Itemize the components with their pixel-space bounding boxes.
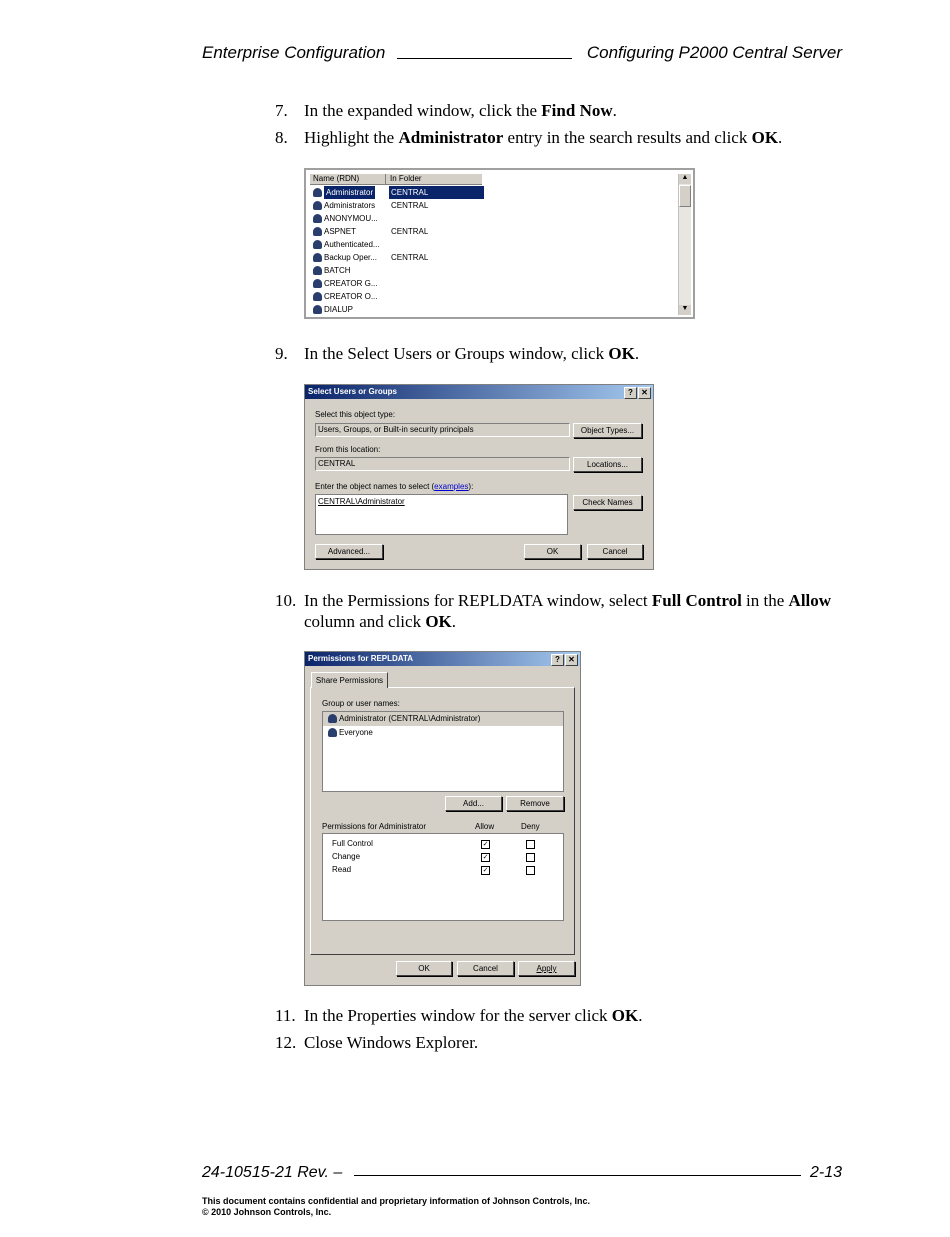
user-icon xyxy=(313,227,322,236)
name-cell: ANONYMOU... xyxy=(324,214,378,223)
scroll-thumb[interactable] xyxy=(679,185,691,207)
object-names-label: Enter the object names to select (examples): xyxy=(315,482,474,491)
object-names-input[interactable]: CENTRAL\Administrator xyxy=(315,494,568,535)
user-icon xyxy=(313,240,322,249)
user-icon xyxy=(313,279,322,288)
permissions-list xyxy=(322,833,564,921)
user-icon xyxy=(313,201,322,210)
deny-checkbox[interactable] xyxy=(526,866,535,875)
dialog-title: Permissions for REPLDATA ? ✕ xyxy=(305,652,580,666)
allow-checkbox[interactable]: ✓ xyxy=(482,841,489,848)
user-icon xyxy=(313,188,322,197)
tab-share-permissions[interactable]: Share Permissions xyxy=(311,672,388,688)
folder-cell: CENTRAL xyxy=(391,253,429,262)
deny-checkbox[interactable] xyxy=(526,853,535,862)
user-name: Administrator (CENTRAL\Administrator) xyxy=(339,714,481,723)
table-row[interactable] xyxy=(310,225,482,238)
ok-button[interactable]: OK xyxy=(396,961,452,976)
close-icon[interactable]: ✕ xyxy=(638,387,651,399)
cancel-button[interactable]: Cancel xyxy=(457,961,514,976)
step-12: 12. Close Windows Explorer. xyxy=(275,1033,479,1052)
add-button[interactable]: Add... xyxy=(445,796,502,811)
permission-name: Full Control xyxy=(332,839,373,848)
dialog-title: Select Users or Groups ? ✕ xyxy=(305,385,653,399)
allow-checkbox[interactable]: ✓ xyxy=(482,867,489,874)
user-icon xyxy=(313,305,322,314)
allow-checkbox[interactable]: ✓ xyxy=(482,854,489,861)
remove-button[interactable]: Remove xyxy=(506,796,564,811)
group-names-label: Group or user names: xyxy=(322,699,400,708)
table-row[interactable] xyxy=(310,186,482,199)
step-8: 8. Highlight the Administrator entry in the search results and click OK. xyxy=(275,128,783,147)
permission-row xyxy=(323,837,563,850)
name-cell: Administrator xyxy=(326,188,374,197)
object-types-button[interactable]: Object Types... xyxy=(573,423,642,438)
scrollbar[interactable] xyxy=(678,174,691,315)
deny-header: Deny xyxy=(521,822,540,831)
name-cell: BATCH xyxy=(324,266,351,275)
confidentiality-notice: This document contains confidential and proprietary information of Johnson Controls, Inc. © 2010 Johnson Controls, Inc. xyxy=(202,1196,591,1217)
step-9: 9. In the Select Users or Groups window, click OK. xyxy=(275,344,640,363)
name-cell: CREATOR G... xyxy=(324,279,378,288)
user-icon xyxy=(328,728,337,737)
close-icon[interactable]: ✕ xyxy=(565,654,578,666)
permissions-label: Permissions for Administrator xyxy=(322,822,427,831)
user-name: Everyone xyxy=(339,728,373,737)
location-field: CENTRAL xyxy=(315,457,570,471)
footer-rule xyxy=(354,1175,801,1176)
user-icon xyxy=(313,214,322,223)
ok-button[interactable]: OK xyxy=(524,544,581,559)
step-11: 11. In the Properties window for the server click OK. xyxy=(275,1006,643,1025)
list-item[interactable] xyxy=(323,726,563,740)
advanced-button[interactable]: Advanced... xyxy=(315,544,383,559)
cancel-button[interactable]: Cancel xyxy=(587,544,643,559)
user-icon xyxy=(313,292,322,301)
allow-header: Allow xyxy=(475,822,495,831)
name-cell: Administrators xyxy=(324,201,376,210)
folder-cell: CENTRAL xyxy=(391,227,429,236)
permission-name: Change xyxy=(332,852,361,861)
footer-page-number: 2-13 xyxy=(809,1164,842,1181)
locations-button[interactable]: Locations... xyxy=(573,457,642,472)
permission-row xyxy=(323,850,563,863)
name-cell: Authenticated... xyxy=(324,240,380,249)
table-row[interactable] xyxy=(310,277,482,290)
scroll-up-icon[interactable]: ▲ xyxy=(679,174,691,184)
table-row[interactable] xyxy=(310,199,482,212)
object-type-field: Users, Groups, or Built-in security principals xyxy=(315,423,570,437)
folder-cell: CENTRAL xyxy=(391,201,429,210)
table-row[interactable] xyxy=(310,290,482,303)
column-header-name[interactable]: Name (RDN) xyxy=(313,174,386,184)
name-cell: DIALUP xyxy=(324,305,353,314)
select-users-dialog xyxy=(304,384,654,570)
users-list xyxy=(322,711,564,792)
deny-checkbox[interactable] xyxy=(526,840,535,849)
footer-doc-number: 24-10515-21 Rev. – xyxy=(202,1164,343,1181)
scroll-down-icon[interactable]: ▼ xyxy=(679,305,691,315)
object-type-label: Select this object type: xyxy=(315,410,396,419)
table-row[interactable] xyxy=(310,238,482,251)
table-row[interactable] xyxy=(310,212,482,225)
permissions-dialog xyxy=(304,651,581,986)
user-icon xyxy=(313,253,322,262)
help-icon[interactable]: ? xyxy=(624,387,637,399)
header-section-title: Enterprise Configuration xyxy=(202,43,386,62)
step-10: 10. In the Permissions for REPLDATA window, select Full Control in the Allow column and click OK. xyxy=(275,591,832,631)
name-cell: ASPNET xyxy=(324,227,357,236)
name-cell: Backup Oper... xyxy=(324,253,377,262)
help-icon[interactable]: ? xyxy=(551,654,564,666)
user-icon xyxy=(328,714,337,723)
apply-button[interactable]: Apply xyxy=(518,961,575,976)
header-chapter-title: Configuring P2000 Central Server xyxy=(586,43,842,62)
list-item[interactable] xyxy=(323,712,563,726)
permission-row xyxy=(323,863,563,876)
user-icon xyxy=(313,266,322,275)
step-7: 7. In the expanded window, click the Find Now. xyxy=(275,101,617,120)
name-cell: CREATOR O... xyxy=(324,292,378,301)
table-row[interactable] xyxy=(310,251,482,264)
check-names-button[interactable]: Check Names xyxy=(573,495,642,510)
header-rule xyxy=(397,58,572,59)
permission-name: Read xyxy=(332,865,352,874)
examples-link[interactable]: examples xyxy=(434,482,469,491)
folder-cell: CENTRAL xyxy=(389,186,484,199)
column-header-folder[interactable]: In Folder xyxy=(390,174,422,183)
table-row[interactable] xyxy=(310,264,482,277)
search-results-list xyxy=(304,168,695,319)
location-label: From this location: xyxy=(315,445,381,454)
table-row[interactable] xyxy=(310,303,482,316)
